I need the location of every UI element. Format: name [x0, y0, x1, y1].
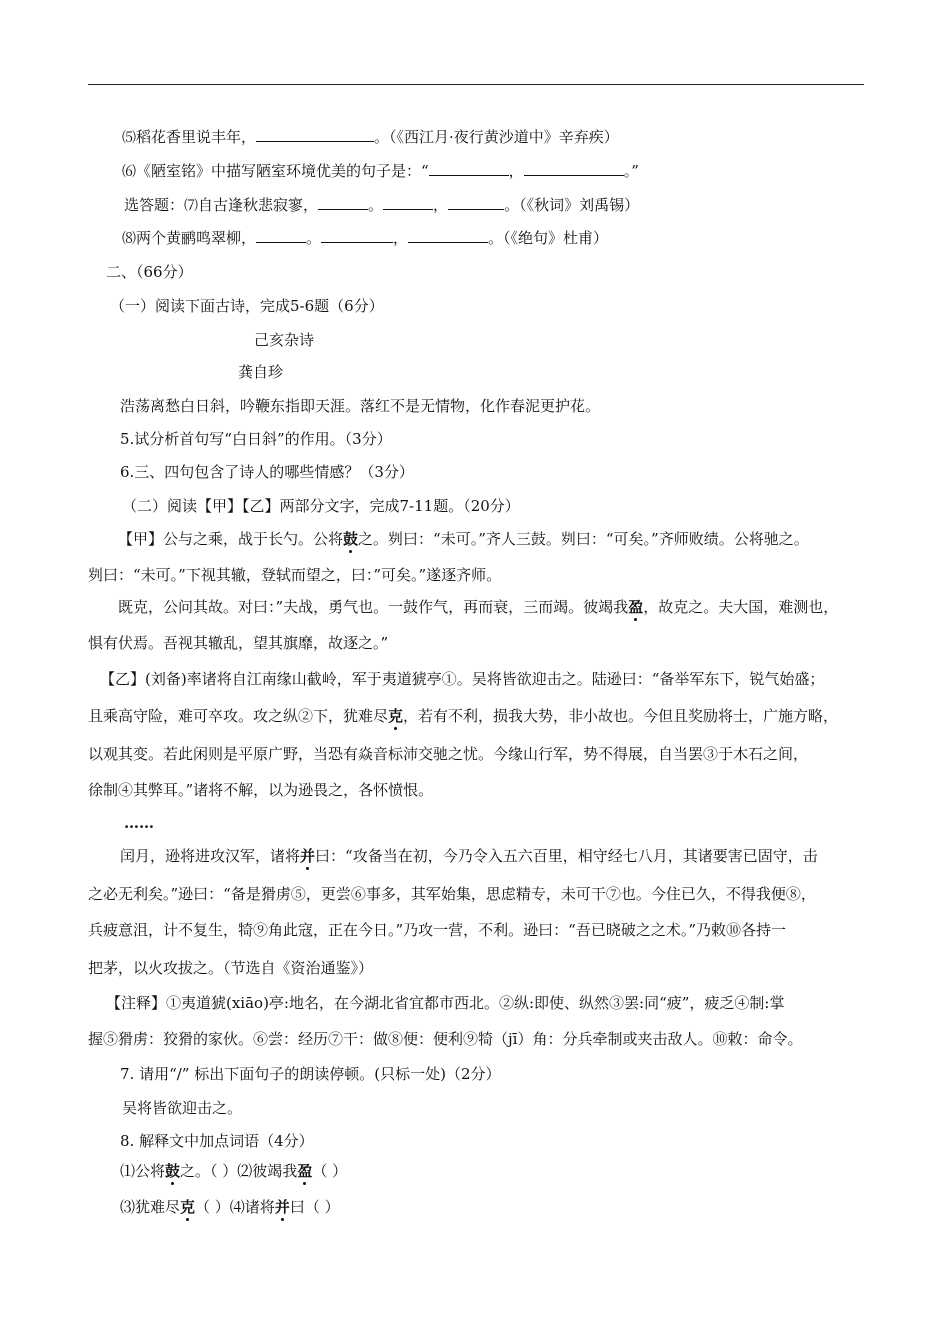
item-number: ⑹ — [122, 164, 136, 180]
passage-jia-line — [118, 597, 838, 617]
dotted-word: 克 — [388, 707, 404, 725]
passage-text: ，故克之。夫大国，难测也， — [643, 598, 839, 616]
blank-line[interactable] — [321, 228, 393, 243]
poem-body: 浩荡离愁白日斜，吟鞭东指即天涯。落红不是无情物，化作春泥更护花。 — [120, 397, 601, 415]
dotted-word: 克 — [180, 1198, 196, 1216]
question-source: 。（《西江月·夜行黄沙道中》辛弃疾） — [374, 128, 619, 146]
passage-text: ，若有不利，损我大势，非小故也。今但且奖励将士，广施方略， — [403, 707, 839, 725]
question-source: 。（《绝句》杜甫） — [488, 229, 609, 247]
punctuation: ， — [393, 229, 409, 247]
dotted-word: 鼓 — [165, 1162, 181, 1180]
blank-line[interactable] — [429, 161, 509, 176]
blank-line[interactable] — [318, 195, 368, 210]
item-number: ⑻ — [122, 231, 136, 247]
item-text: 曰（ ） — [289, 1198, 340, 1216]
question-source: 。（《秋词》刘禹锡） — [504, 196, 640, 214]
passage-text: 既克，公问其故。对曰：”夫战，勇气也。一鼓作气，再而衰，三而竭。彼竭我 — [118, 598, 629, 616]
item-text: ⑶犹难尽 — [120, 1198, 181, 1216]
blank-line[interactable] — [256, 228, 306, 243]
passage-yi-line: 把茅，以火攻拔之。（节选自《资治通鉴》） — [88, 959, 374, 977]
punctuation: 。 — [368, 196, 384, 214]
item-number: ⑸ — [122, 130, 136, 146]
item-text: ⑴公将 — [120, 1162, 166, 1180]
question-5: 5.试分析首句写“白日斜”的作用。（3分） — [120, 430, 392, 448]
punctuation: 。 — [306, 229, 322, 247]
dotted-word: 盈 — [628, 598, 644, 616]
dotted-word: 并 — [300, 847, 316, 865]
passage-yi-line: 以观其变。若此闲则是平原广野，当恐有焱音标沛交驰之忧。今缘山行军，势不得展，自当罢③于木石之间， — [88, 745, 809, 763]
question-6-fill — [122, 161, 639, 182]
blank-line[interactable] — [256, 127, 374, 142]
punctuation: 。” — [623, 162, 639, 180]
header-rule — [88, 84, 864, 85]
question-5-fill — [122, 127, 619, 148]
passage-text: 【甲】公与之乘，战于长勺。公将 — [118, 530, 344, 548]
passage-yi-line: 徐制④其弊耳。”诸将不解，以为逊畏之，各怀愤恨。 — [88, 781, 434, 799]
punctuation: ， — [508, 162, 524, 180]
passage-jia-line — [118, 529, 809, 549]
passage-yi-line: 之必无利矣。”逊曰：“备是猾虏⑤，更尝⑥事多，其军始集，思虑精专，未可干⑦也。今住已久，不得我便⑧， — [88, 885, 816, 903]
question-7-fill — [124, 195, 639, 216]
dotted-word: 并 — [274, 1198, 290, 1216]
annotation-line: 握⑤猾虏：狡猾的家伙。⑥尝：经历⑦干：做⑧便：便利⑨犄（jī）角：分兵牵制或夹击敌人。⑩敕：命令。 — [88, 1030, 803, 1048]
question-8: 8. 解释文中加点词语（4分） — [120, 1132, 314, 1150]
passage-text: 之。刿曰：“未可。”齐人三鼓。刿曰：“可矣。”齐师败绩。公将驰之。 — [358, 530, 809, 548]
question-8-fill — [122, 228, 608, 249]
dotted-word: 盈 — [297, 1162, 313, 1180]
question-6: 6.三、四句包含了诗人的哪些情感？（3分） — [120, 463, 414, 481]
passage-yi-line: 兵疲意沮，计不复生，犄⑨角此寇，正在今日。”乃攻一营，不利。逊曰：“吾已晓破之之术。”乃敕⑩各持一 — [88, 921, 787, 939]
question-text: 稻花香里说丰年， — [136, 128, 257, 146]
passage-jia-line: 刿曰：“未可。”下视其辙，登轼而望之，曰：”可矣。”遂逐齐师。 — [88, 566, 502, 584]
passage-text: 且乘高守险，难可卒攻。攻之纵②下，犹难尽 — [88, 707, 389, 725]
item-text: 之。（ ）⑵彼竭我 — [180, 1162, 298, 1180]
ellipsis: …… — [124, 814, 154, 832]
optional-label: 选答题： — [124, 196, 185, 214]
part1-heading: （一）阅读下面古诗，完成5-6题（6分） — [110, 297, 384, 315]
item-text: （ ） — [312, 1162, 348, 1180]
question-7-sentence: 吴将皆欲迎击之。 — [122, 1099, 243, 1117]
question-text: 两个黄鹂鸣翠柳， — [136, 229, 257, 247]
poem-title: 己亥杂诗 — [254, 331, 315, 349]
passage-yi-line: 【乙】(刘备)率诸将自江南缘山截岭，军于夷道猇亭①。吴将皆欲迎击之。陆逊曰：“备举军东下，锐气始盛； — [100, 670, 825, 688]
passage-jia-line: 惧有伏焉。吾视其辙乱，望其旗靡，故逐之。” — [88, 634, 389, 652]
question-7: 7. 请用“/” 标出下面句子的朗读停顿。(只标一处)（2分） — [120, 1065, 501, 1083]
item-text: （ ）⑷诸将 — [195, 1198, 275, 1216]
passage-yi-line — [120, 846, 818, 866]
passage-yi-line — [88, 706, 838, 726]
blank-line[interactable] — [408, 228, 488, 243]
blank-line[interactable] — [383, 195, 433, 210]
question-text: 《陋室铭》中描写陋室环境优美的句子是：“ — [136, 162, 429, 180]
passage-text: 闰月，逊将进攻汉军，诸将 — [120, 847, 301, 865]
section-heading: 二、（66分） — [106, 263, 193, 281]
passage-text: 曰：“攻备当在初，今乃令入五六百里，相守经七八月，其诸要害已固守，击 — [315, 847, 818, 865]
part2-heading: （二）阅读【甲】【乙】两部分文字，完成7-11题。（20分） — [122, 497, 520, 515]
poem-author: 龚自珍 — [238, 363, 284, 381]
question-8-items-row1 — [120, 1161, 347, 1181]
punctuation: ， — [433, 196, 449, 214]
question-text: 自古逢秋悲寂寥， — [198, 196, 319, 214]
blank-line[interactable] — [524, 161, 624, 176]
question-8-items-row2 — [120, 1197, 340, 1217]
annotation-line: 【注释】①夷道猇(xiāo)亭:地名，在今湖北省宜都市西北。②纵:即使、纵然③罢:同“疲”，疲乏④制:掌 — [106, 994, 785, 1012]
blank-line[interactable] — [448, 195, 504, 210]
dotted-word: 鼓 — [343, 530, 359, 548]
item-number: ⑺ — [184, 198, 199, 214]
